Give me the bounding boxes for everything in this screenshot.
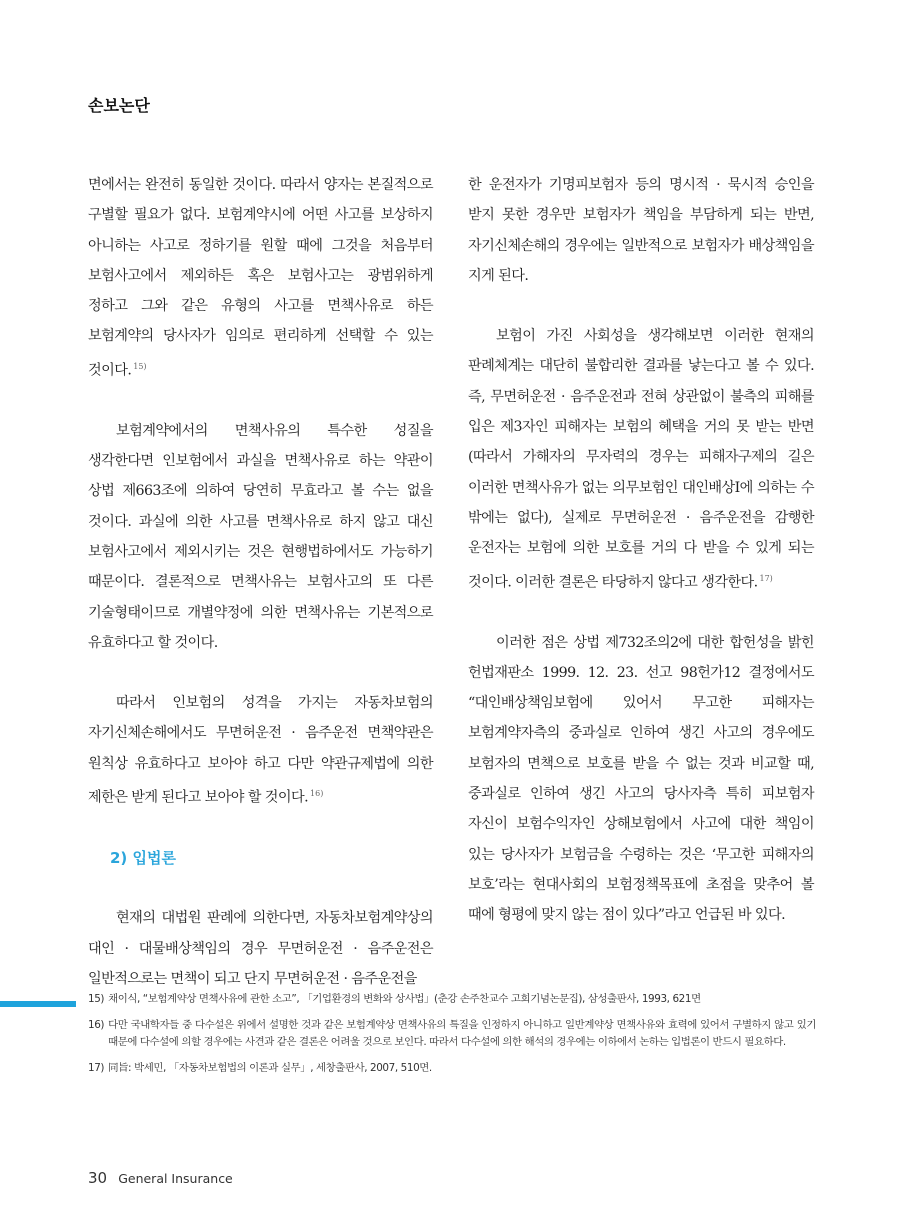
- footnote-text: 다만 국내학자들 중 다수설은 위에서 설명한 것과 같은 보험계약상 면책사유의 특질을 인정하지 아니하고 일반계약상 면책사유와 효력에 있어서 구별하지 않고 있기 때문에 다수설에 의할 경우에는 사견과 같은 결론은 어려울 것으로 보인다. 따라서 다수설에 의한 해석의 경우에는 이하에서 논하는 입법론이 반드시 필요하다.: [108, 1019, 816, 1048]
- paragraph: 보험계약에서의 면책사유의 특수한 성질을 생각한다면 인보험에서 과실을 면책사유로 하는 약관이 상법 제663조에 의하여 당연히 무효라고 볼 수는 없을 것이다. 과실에 의한 사고를 면책사유로 하지 않고 대신 보험사고에서 제외시키는 것은 현행법하에서도 가능하기 때문이다. 결론적으로 면책사유는 보험사고의 또 다른 기술형태이므로 개별약정에 의한 면책사유는 기본적으로 유효하다고 할 것이다.: [88, 422, 433, 651]
- footnote-item: [88, 1060, 816, 1077]
- footnote-item: [88, 1017, 816, 1051]
- magazine-name: General Insurance: [118, 1171, 233, 1186]
- footnote-text: 同旨: 박세민, 「자동차보험법의 이론과 실무」, 세창출판사, 2007, 510면.: [108, 1062, 432, 1074]
- paragraph: 면에서는 완전히 동일한 것이다. 따라서 양자는 본질적으로 구별할 필요가 없다. 보험계약시에 어떤 사고를 보상하지 아니하는 사고로 정하기를 원할 때에 그것을 처음부터 보험사고에서 제외하든 혹은 보험사고는 광범위하게 정하고 그와 같은 유형의 사고를 면책사유로 하든 보험계약의 당사자가 임의로 편리하게 선택할 수 있는 것이다. $^{15)}$: [88, 177, 433, 379]
- footnote-ref[interactable]: 16): [310, 789, 324, 799]
- footnote-text: 채이식, “보험계약상 면책사유에 관한 소고”, 「기업환경의 변화와 상사법」(춘강 손주찬교수 고희기념논문집), 삼성출판사, 1993, 621면: [108, 993, 701, 1005]
- paragraph: 이러한 점은 상법 제732조의2에 대한 합헌성을 밝힌 헌법재판소 1999. 12. 23. 선고 98헌가12 결정에서도 “대인배상책임보험에 있어서 무고한 피해자는 보험계약자측의 중과실로 인하여 생긴 사고의 경우에도 보험자의 면책으로 보호를 받을 수 없는 것과 비교할 때, 중과실로 인하여 생긴 사고의 당사자측 특히 피보험자 자신이 보험수익자인 상해보험에서 사고에 대한 책임이 있는 당사자가 보험금을 수령하는 것은 ‘무고한 피해자의 보호’라는 현대사회의 보험정책목표에 초점을 맞추어 볼 때에 형평에 맞지 않는 점이 있다”라고 언급된 바 있다.: [468, 634, 814, 924]
- paragraph: 따라서 인보험의 성격을 가지는 자동차보험의 자기신체손해에서도 무면허운전 · 음주운전 면책약관은 원칙상 유효하다고 보아야 하고 다만 약관규제법에 의한 제한은 받게 된다고 보아야 할 것이다. $^{16)}$: [88, 695, 433, 806]
- footnotes: [88, 991, 816, 1086]
- footnote-number: 17): [88, 1062, 105, 1074]
- paragraph: 현재의 대법원 판례에 의한다면, 자동차보험계약상의 대인 · 대물배상책임의 경우 무면허운전 · 음주운전은 일반적으로는 면책이 되고 단지 무면허운전 · 음주운전을: [88, 910, 433, 987]
- footnote-number: 16): [88, 1019, 105, 1031]
- footnote-accent-bar: [0, 1001, 76, 1007]
- footnote-item: [88, 991, 816, 1008]
- paragraph: 한 운전자가 기명피보험자 등의 명시적 · 묵시적 승인을 받지 못한 경우만 보험자가 책임을 부담하게 되는 반면, 자기신체손해의 경우에는 일반적으로 보험자가 배상책임을 지게 된다.: [468, 177, 814, 284]
- footnote-number: 15): [88, 993, 105, 1005]
- subsection-heading: 2) 입법론: [110, 849, 176, 868]
- section-title: 손보논단: [88, 96, 150, 115]
- left-column: [88, 170, 433, 994]
- footnote-ref[interactable]: 17): [759, 573, 773, 583]
- footnote-ref[interactable]: 15): [133, 361, 147, 371]
- paragraph: 보험이 가진 사회성을 생각해보면 이러한 현재의 판례체계는 대단히 불합리한 결과를 낳는다고 볼 수 있다. 즉, 무면허운전 · 음주운전과 전혀 상관없이 불측의 피해를 입은 제3자인 피해자는 보험의 혜택을 거의 못 받는 반면 (따라서 가해자의 무자력의 경우는 피해자구제의 길은 이러한 면책사유가 없는 의무보험인 대인배상I에 의하는 수 밖에는 없다), 실제로 무면허운전 · 음주운전을 감행한 운전자는 보험에 의한 보호를 거의 다 받을 수 있게 되는 것이다. 이러한 결론은 타당하지 않다고 생각한다. $^{17)}$: [468, 328, 814, 591]
- right-column: [468, 170, 814, 931]
- page-number: 30: [88, 1169, 108, 1187]
- page-footer: [88, 1168, 233, 1187]
